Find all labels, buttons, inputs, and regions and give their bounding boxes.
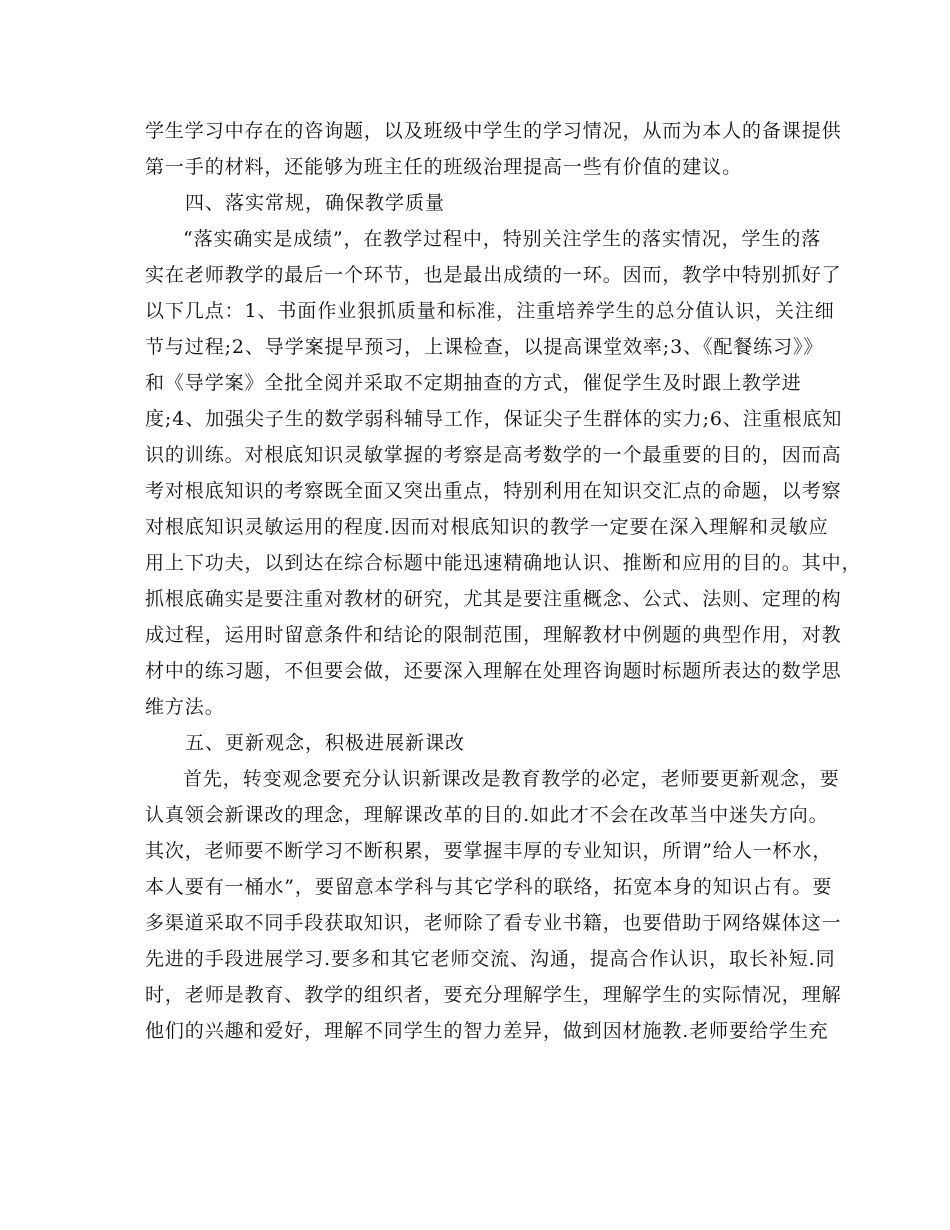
text-line: 认真领会新课改的理念，理解课改革的目的.如此才不会在改革当中迷失方向。 xyxy=(145,804,829,826)
text-line: 节与过程;2、导学案提早预习，上课检查，以提高课堂效率;3、《配餐练习》》 xyxy=(145,336,824,358)
text-line: 抓根底确实是要注重对教材的研究，尤其是要注重概念、公式、法则、定理的构 xyxy=(145,588,842,610)
text-line: 材中的练习题，不但要会做，还要深入理解在处理咨询题时标题所表达的数学思 xyxy=(145,660,842,682)
section-heading: 五、更新观念，积极进展新课改 xyxy=(185,732,466,754)
paragraph-first-line: 首先，转变观念要充分认识新课改是教育教学的必定，老师要更新观念，要 xyxy=(183,768,840,790)
text-line: 多渠道采取不同手段获取知识，老师除了看专业书籍，也要借助于网络媒体这一 xyxy=(145,912,842,934)
text-line: 考对根底知识的考察既全面又突出重点，特别利用在知识交汇点的命题，以考察 xyxy=(145,480,842,502)
text-line: 成过程，运用时留意条件和结论的限制范围，理解教材中例题的典型作用，对教 xyxy=(145,624,842,646)
text-line: 时，老师是教育、教学的组织者，要充分理解学生，理解学生的实际情况，理解 xyxy=(145,984,842,1006)
text-line: 第一手的材料，还能够为班主任的班级治理提高一些有价值的建议。 xyxy=(145,156,743,178)
text-line: 学生学习中存在的咨询题，以及班级中学生的学习情况，从而为本人的备课提供 xyxy=(145,120,842,142)
text-line: 对根底知识灵敏运用的程度.因而对根底知识的教学一定要在深入理解和灵敏应 xyxy=(145,516,829,538)
text-line: 其次，老师要不断学习不断积累，要掌握丰厚的专业知识，所谓”给人一杯水， xyxy=(145,840,833,862)
text-line: 他们的兴趣和爱好，理解不同学生的智力差异，做到因材施教.老师要给学生充 xyxy=(145,1020,829,1042)
text-line: 维方法。 xyxy=(145,696,225,718)
text-line: 识的训练。对根底知识灵敏掌握的考察是高考数学的一个最重要的目的，因而高 xyxy=(145,444,842,466)
section-heading: 四、落实常规，确保教学质量 xyxy=(185,192,446,214)
text-line: 实在老师教学的最后一个环节，也是最出成绩的一环。因而，教学中特别抓好了 xyxy=(145,264,842,286)
text-line: 用上下功夫，以到达在综合标题中能迅速精确地认识、推断和应用的目的。其中， xyxy=(145,552,862,574)
text-line: 以下几点：1、书面作业狠抓质量和标准，注重培养学生的总分值认识，关注细 xyxy=(145,300,835,322)
text-line: 本人要有一桶水”，要留意本学科与其它学科的联络，拓宽本身的知识占有。要 xyxy=(145,876,833,898)
paragraph-first-line: “落实确实是成绩”，在教学过程中，特别关注学生的落实情况，学生的落 xyxy=(183,228,822,250)
text-line: 先进的手段进展学习.要多和其它老师交流、沟通，提高合作认识，取长补短.同 xyxy=(145,948,836,970)
text-line: 度;4、加强尖子生的数学弱科辅导工作，保证尖子生群体的实力;6、注重根底知 xyxy=(145,408,843,430)
text-line: 和《导学案》全批全阅并采取不定期抽查的方式，催促学生及时跟上教学进 xyxy=(145,372,802,394)
